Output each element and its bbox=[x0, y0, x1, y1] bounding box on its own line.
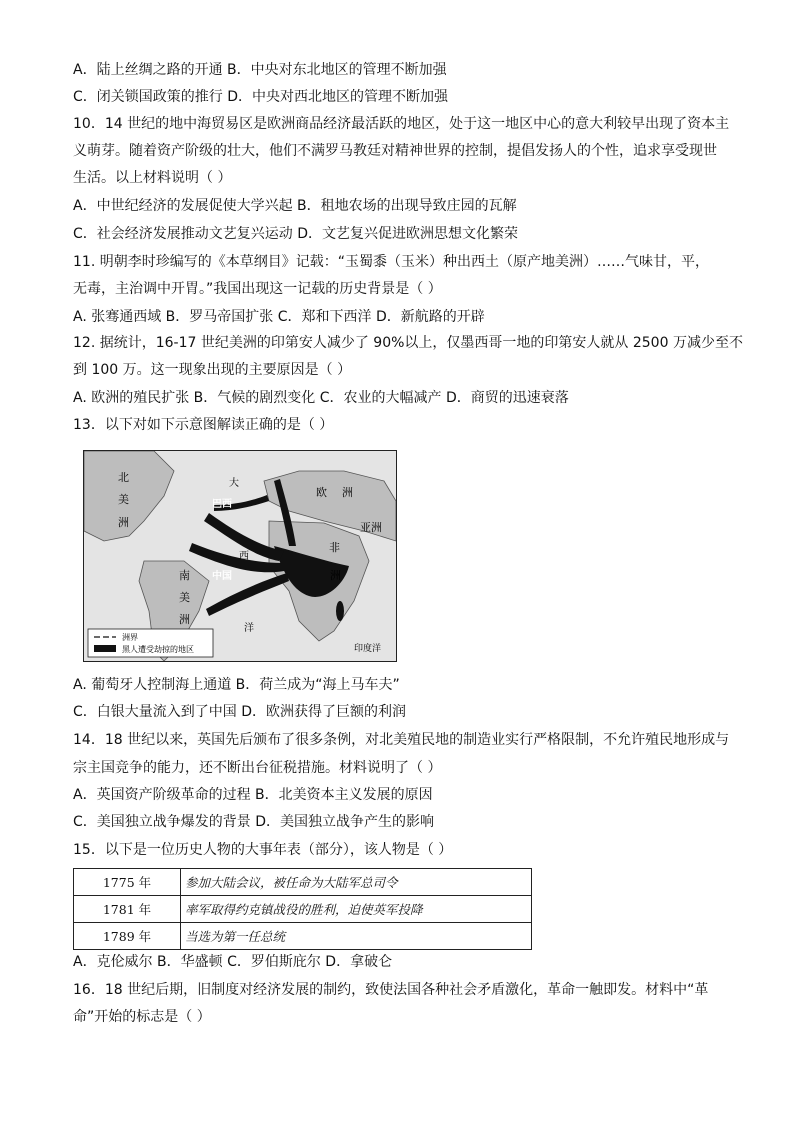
map-label: 洲 bbox=[179, 613, 190, 626]
event-cell: 率军取得约克镇战役的胜利，迫使英军投降 bbox=[181, 896, 532, 923]
map-label: 洲 bbox=[330, 569, 341, 582]
question-10-cont: 生活。以上材料说明（ ） bbox=[73, 170, 232, 186]
option-line: C．社会经济发展推动文艺复兴运动 D．文艺复兴促进欧洲思想文化繁荣 bbox=[73, 226, 519, 242]
table-row bbox=[74, 869, 532, 896]
year-cell: 1789 年 bbox=[74, 923, 181, 950]
map-label: 美 bbox=[179, 591, 190, 604]
map-label: 大 bbox=[229, 478, 239, 489]
question-15: 15．以下是一位历史人物的大事年表（部分），该人物是（ ） bbox=[73, 842, 453, 858]
event-cell: 当选为第一任总统 bbox=[181, 923, 532, 950]
question-16-cont: 命”开始的标志是（ ） bbox=[73, 1009, 211, 1025]
slave-trade-map bbox=[83, 450, 397, 662]
question-11: 11. 明朝李时珍编写的《本草纲目》记载：“玉蜀黍（玉米）种出西土（原产地美洲）……气味甘，平， bbox=[73, 254, 709, 270]
map-label: 西 bbox=[239, 551, 249, 562]
map-label: 洋 bbox=[244, 623, 254, 634]
question-14-cont: 宗主国竞争的能力，还不断出台征税措施。材料说明了（ ） bbox=[73, 760, 442, 776]
option-line: A．克伦威尔 B．华盛顿 C．罗伯斯庇尔 D．拿破仑 bbox=[73, 954, 393, 970]
map-label: 南 bbox=[179, 569, 190, 582]
map-label: 欧 bbox=[316, 486, 327, 499]
question-14: 14．18 世纪以来，英国先后颁布了很多条例，对北美殖民地的制造业实行严格限制，不允许殖民地形成与 bbox=[73, 732, 730, 748]
legend-label: 黑人遭受劫掠的地区 bbox=[122, 645, 194, 654]
option-line: C．美国独立战争爆发的背景 D．美国独立战争产生的影响 bbox=[73, 814, 435, 830]
map-label: 洲 bbox=[118, 516, 129, 529]
option-line: A．陆上丝绸之路的开通 B．中央对东北地区的管理不断加强 bbox=[73, 62, 447, 78]
map-label: 巴西 bbox=[212, 499, 232, 510]
map-label: 中国 bbox=[212, 571, 232, 582]
question-13: 13．以下对如下示意图解读正确的是（ ） bbox=[73, 417, 334, 433]
option-line: A. 欧洲的殖民扩张 B．气候的剧烈变化 C．农业的大幅减产 D．商贸的迅速衰落 bbox=[73, 390, 569, 406]
question-10-cont: 义萌芽。随着资产阶级的壮大，他们不满罗马教廷对精神世界的控制，提倡发扬人的个性，追求享受现世 bbox=[73, 143, 717, 159]
option-line: C．白银大量流入到了中国 D．欧洲获得了巨额的利润 bbox=[73, 704, 407, 720]
map-label: 亚洲 bbox=[360, 521, 382, 534]
raided-area-legend-symbol bbox=[94, 645, 116, 652]
legend-label: 洲界 bbox=[122, 633, 138, 642]
option-line: A. 张骞通西域 B．罗马帝国扩张 C．郑和下西洋 D．新航路的开辟 bbox=[73, 309, 485, 325]
map-label: 非 bbox=[329, 541, 340, 554]
option-line: A. 葡萄牙人控制海上通道 B．荷兰成为“海上马车夫” bbox=[73, 677, 400, 693]
map-label: 美 bbox=[118, 493, 129, 506]
question-11-cont: 无毒，主治调中开胃。”我国出现这一记载的历史背景是（ ） bbox=[73, 281, 442, 297]
table-row bbox=[74, 923, 532, 950]
year-cell: 1781 年 bbox=[74, 896, 181, 923]
year-cell: 1775 年 bbox=[74, 869, 181, 896]
event-cell: 参加大陆会议，被任命为大陆军总司令 bbox=[181, 869, 532, 896]
map-label: 北 bbox=[118, 471, 129, 484]
question-16: 16．18 世纪后期，旧制度对经济发展的制约，致使法国各种社会矛盾激化，革命一触即发。材料中“革 bbox=[73, 982, 709, 998]
option-line: A．英国资产阶级革命的过程 B．北美资本主义发展的原因 bbox=[73, 787, 433, 803]
question-10: 10．14 世纪的地中海贸易区是欧洲商品经济最活跃的地区，处于这一地区中心的意大利较早出现了资本主 bbox=[73, 116, 730, 132]
option-line: A．中世纪经济的发展促使大学兴起 B．租地农场的出现导致庄园的瓦解 bbox=[73, 198, 517, 214]
map-label: 洲 bbox=[342, 486, 353, 499]
table-row bbox=[74, 896, 532, 923]
question-12-cont: 到 100 万。这一现象出现的主要原因是（ ） bbox=[73, 362, 352, 378]
question-12: 12. 据统计，16-17 世纪美洲的印第安人减少了 90%以上，仅墨西哥一地的印第安人就从 2500 万减少至不 bbox=[73, 335, 743, 351]
option-line: C．闭关锁国政策的推行 D．中央对西北地区的管理不断加强 bbox=[73, 89, 449, 105]
timeline-table bbox=[73, 868, 532, 950]
map-label: 印度洋 bbox=[354, 644, 382, 654]
